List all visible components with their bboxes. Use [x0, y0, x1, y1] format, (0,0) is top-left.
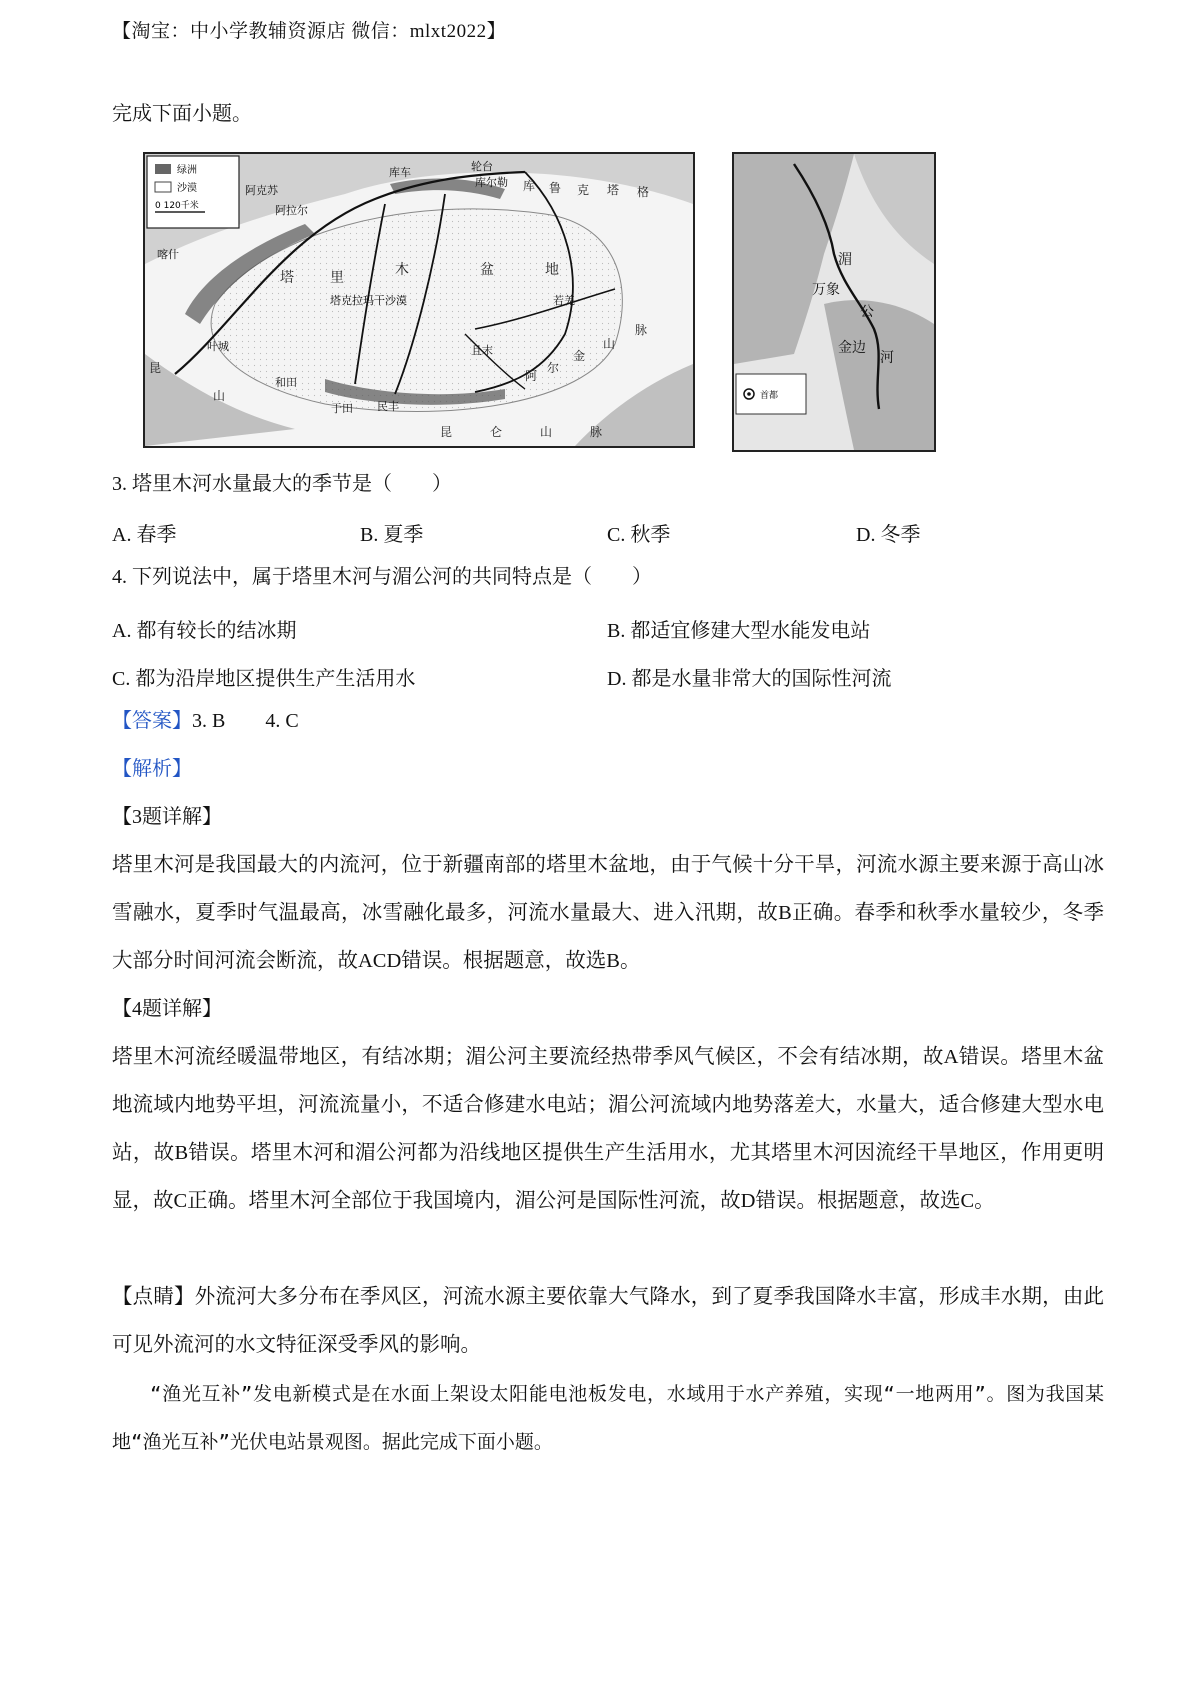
q4-option-b: B. 都适宜修建大型水能发电站: [607, 620, 871, 642]
mountain-char: 克: [577, 183, 590, 197]
mountain-char: 库: [523, 179, 536, 193]
next-intro: “渔光互补”发电新模式是在水面上架设太阳能电池板发电，水域用于水产养殖，实现“一地两用”。图为我国某地“渔光互补”光伏电站景观图。据此完成下面小题。: [112, 1383, 1104, 1453]
q3-option-d: D. 冬季: [856, 524, 921, 546]
basin-char: 塔: [280, 270, 294, 286]
basin-char: 盆: [480, 262, 494, 278]
place-label: 民丰: [377, 400, 399, 413]
analysis-tag: 【解析】: [112, 758, 192, 780]
basin-char: 里: [330, 270, 344, 286]
place-label: 公: [860, 304, 874, 320]
mekong-map: [732, 152, 936, 452]
mountain-char: 昆: [149, 361, 162, 375]
place-label: 万象: [812, 282, 840, 298]
scale-bar: 0 120千米: [155, 201, 199, 211]
q3-option-c: C. 秋季: [607, 524, 671, 546]
place-label: 和田: [275, 376, 297, 389]
intro-text: 完成下面小题。: [112, 103, 252, 125]
mountain-char: 金: [573, 349, 586, 363]
legend-oasis: 绿洲: [177, 165, 197, 176]
place-label: 轮台: [471, 160, 493, 173]
place-label: 湄: [838, 252, 852, 268]
place-label: 库尔勒: [475, 176, 508, 189]
mountain-char: 脉: [635, 323, 648, 337]
mountain-char: 鲁: [549, 181, 562, 195]
answer-text: 3. B 4. C: [192, 710, 299, 732]
legend-desert: 沙漠: [177, 183, 197, 194]
tip-text: 外流河大多分布在季风区，河流水源主要依靠大气降水，到了夏季我国降水丰富，形成丰水期，由此可见外流河的水文特征深受季风的影响。: [112, 1286, 1105, 1356]
legend-capital: 首都: [760, 391, 779, 401]
place-label: 于田: [331, 402, 353, 415]
q3-option-a: A. 春季: [112, 524, 177, 546]
place-label: 且末: [471, 344, 493, 357]
q4-stem: 4. 下列说法中，属于塔里木河与湄公河的共同特点是（ ）: [112, 566, 652, 588]
tip-paragraph: [112, 1273, 1104, 1369]
basin-char: 木: [395, 262, 409, 278]
basin-char: 地: [545, 262, 559, 278]
place-label: 阿克苏: [245, 184, 278, 197]
mountain-char: 昆: [440, 425, 453, 439]
desert-label: 塔克拉玛干沙漠: [330, 294, 407, 307]
answer-line: [112, 697, 1102, 745]
mountain-char: 仑: [490, 425, 503, 439]
place-label: 叶城: [207, 340, 229, 353]
q4-option-a: A. 都有较长的结冰期: [112, 620, 297, 642]
detail4-text: 塔里木河流经暖温带地区，有结冰期；湄公河主要流经热带季风气候区，不会有结冰期，故A错误。塔里木盆地流域内地势平坦，河流流量小，不适合修建水电站；湄公河流域内地势落差大，水量大，适合修建大型水电站，故B错误。塔里木河和湄公河都为沿线地区提供生产生活用水，尤其塔里木河因流经干旱地区，作用更明显，故C正确。塔里木河全部位于我国境内，湄公河是国际性河流，故D错误。根据题意，故选C。: [112, 1046, 1104, 1212]
place-label: 喀什: [157, 248, 179, 261]
place-label: 阿拉尔: [275, 204, 308, 217]
q4-option-d: D. 都是水量非常大的国际性河流: [607, 668, 892, 690]
mountain-char: 山: [540, 425, 553, 439]
mountain-char: 脉: [590, 425, 603, 439]
place-label: 库车: [389, 166, 411, 179]
mountain-char: 尔: [547, 361, 560, 375]
answer-tag: 【答案】: [112, 710, 192, 732]
page-header: 【淘宝：中小学教辅资源店 微信：mlxt2022】: [112, 21, 507, 42]
tip-tag: 【点睛】: [112, 1286, 195, 1308]
place-label: 金边: [838, 340, 866, 356]
mountain-char: 山: [603, 337, 616, 351]
tarim-basin-map: [143, 152, 695, 448]
q3-option-b: B. 夏季: [360, 524, 424, 546]
detail3-tag: 【3题详解】: [112, 806, 222, 828]
mountain-char: 格: [637, 185, 650, 199]
detail4-tag: 【4题详解】: [112, 998, 222, 1020]
q3-stem: 3. 塔里木河水量最大的季节是（ ）: [112, 473, 452, 495]
place-label: 若羌: [553, 294, 575, 307]
mountain-char: 山: [213, 389, 226, 403]
q4-option-c: C. 都为沿岸地区提供生产生活用水: [112, 668, 416, 690]
place-label: 河: [880, 350, 894, 366]
mountain-char: 阿: [525, 369, 538, 383]
mountain-char: 塔: [607, 183, 620, 197]
detail3-text: 塔里木河是我国最大的内流河，位于新疆南部的塔里木盆地，由于气候十分干旱，河流水源主要来源于高山冰雪融水，夏季时气温最高，冰雪融化最多，河流水量最大、进入汛期，故B正确。春季和秋季水量较少，冬季大部分时间河流会断流，故ACD错误。根据题意，故选B。: [112, 854, 1104, 972]
